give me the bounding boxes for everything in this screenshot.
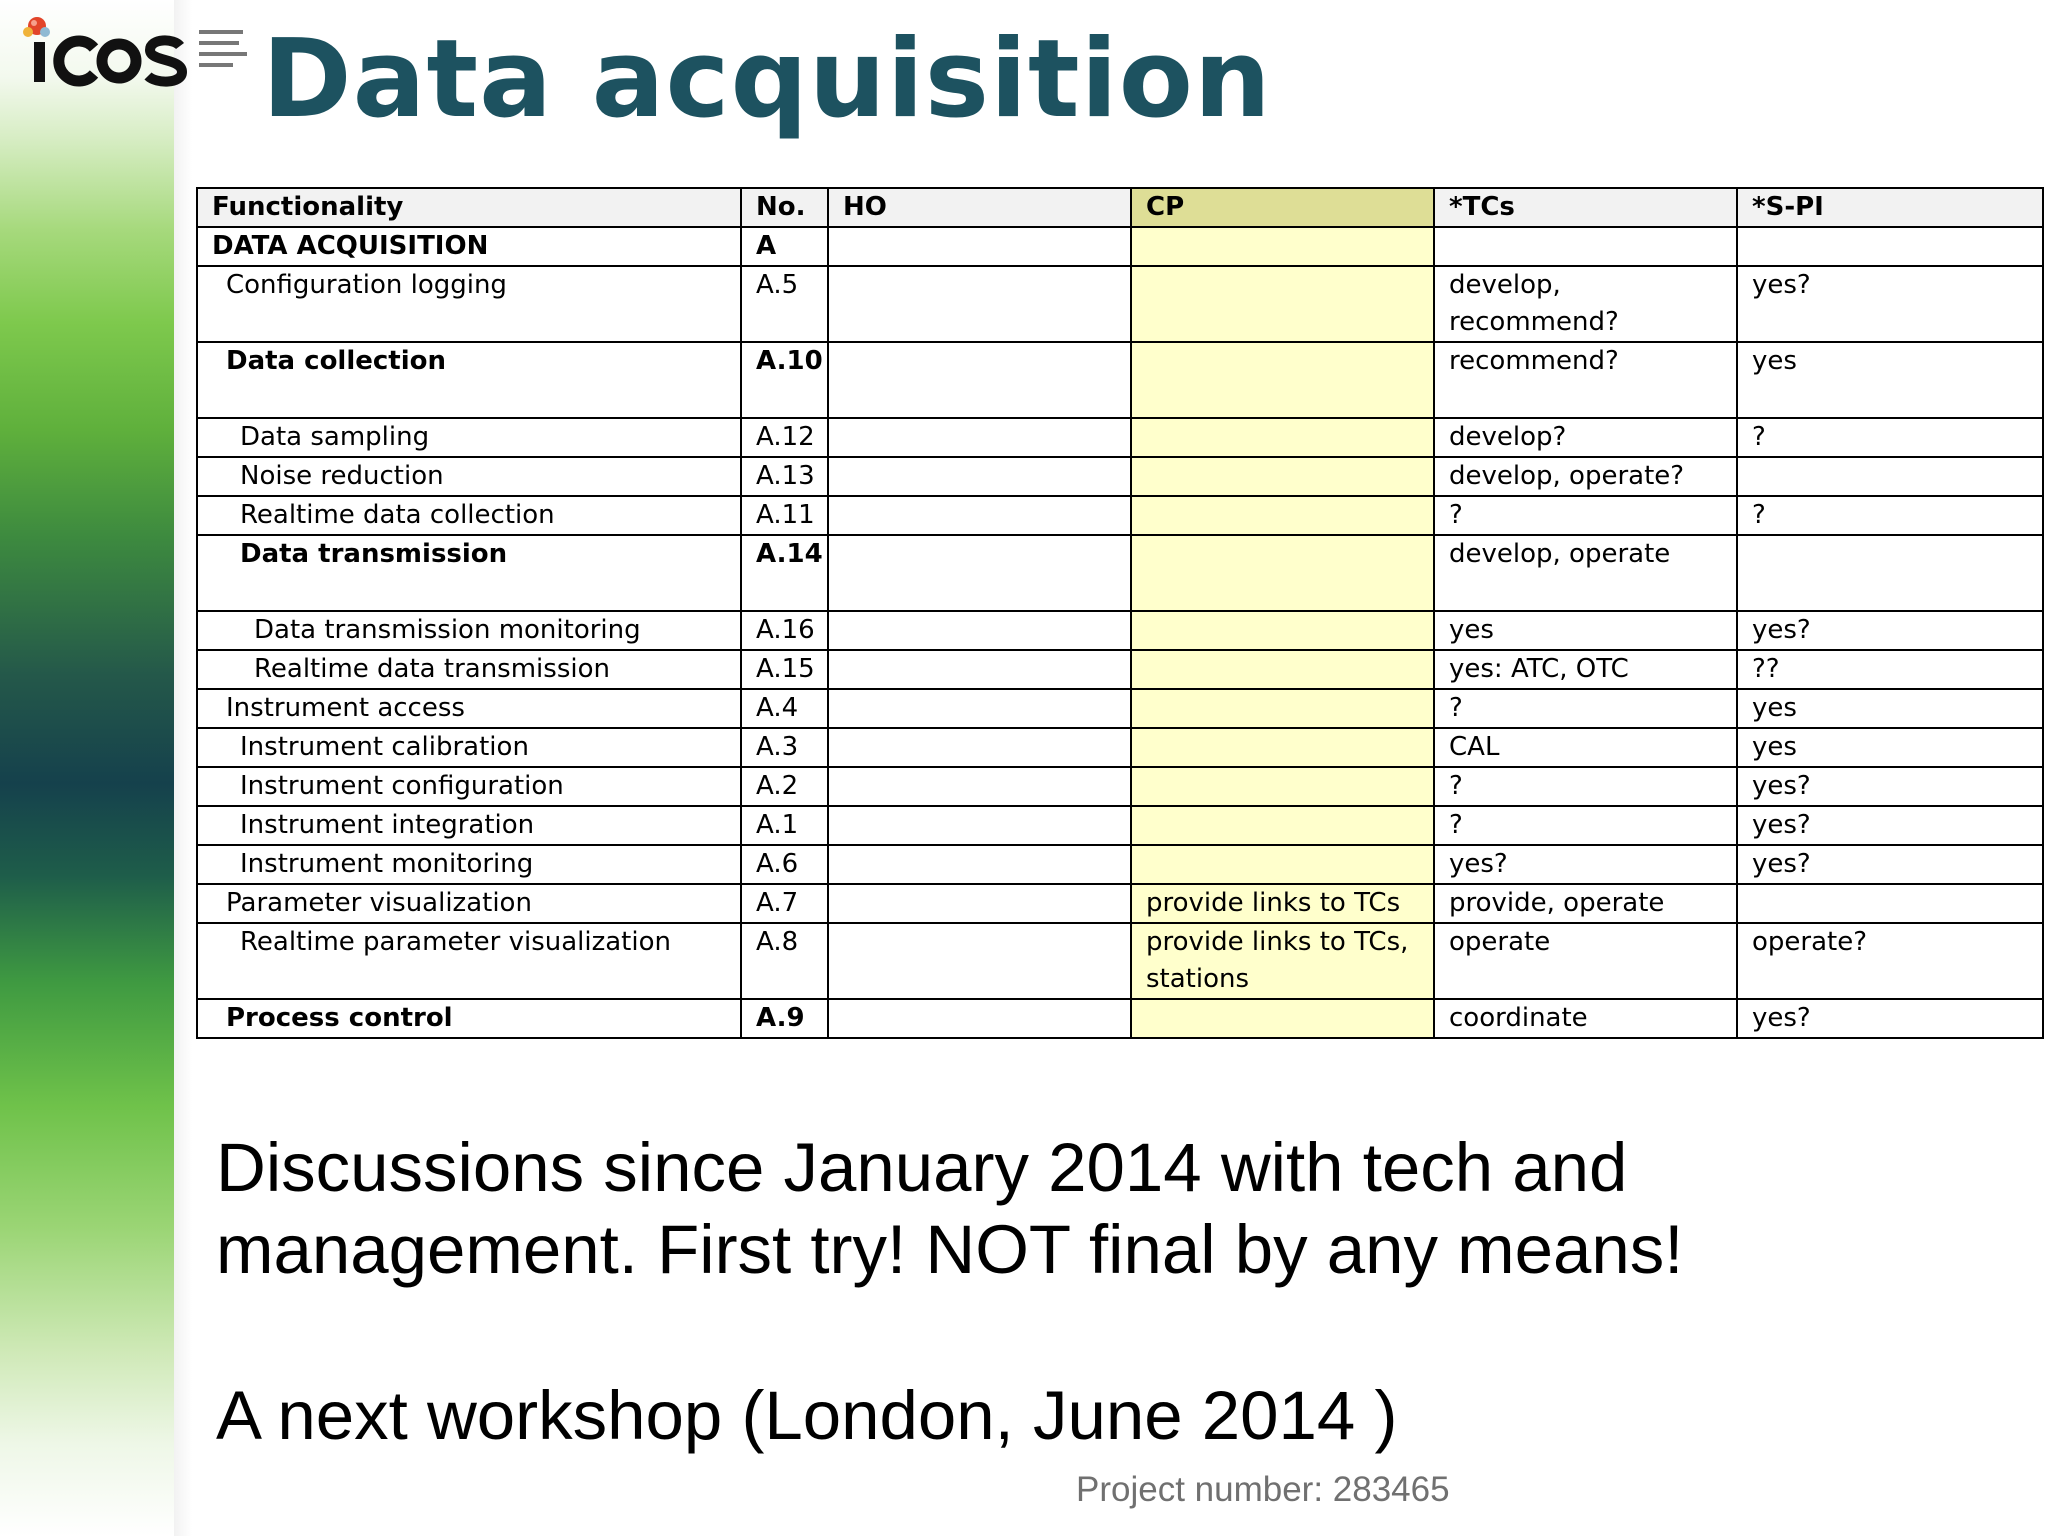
- cp-cell: [1131, 728, 1434, 767]
- spi-cell: yes?: [1737, 999, 2043, 1038]
- number-cell: A.11: [741, 496, 828, 535]
- number-cell: A.13: [741, 457, 828, 496]
- number-cell: A.6: [741, 845, 828, 884]
- responsibility-table: [196, 187, 2044, 1039]
- table-row: [197, 999, 2043, 1038]
- functionality-cell: Process control: [197, 999, 741, 1038]
- functionality-cell: Instrument integration: [197, 806, 741, 845]
- functionality-cell: Instrument configuration: [197, 767, 741, 806]
- ho-cell: [828, 457, 1131, 496]
- ho-cell: [828, 227, 1131, 266]
- spi-cell: yes?: [1737, 767, 2043, 806]
- ho-cell: [828, 418, 1131, 457]
- cp-cell: [1131, 457, 1434, 496]
- functionality-cell: Data transmission monitoring: [197, 611, 741, 650]
- spi-cell: [1737, 227, 2043, 266]
- cp-cell: [1131, 611, 1434, 650]
- cp-cell: provide links to TCs, stations: [1131, 923, 1434, 999]
- cp-cell: [1131, 689, 1434, 728]
- tcs-cell: coordinate: [1434, 999, 1737, 1038]
- table-row: [197, 728, 2043, 767]
- cp-cell: [1131, 342, 1434, 418]
- column-header: No.: [741, 188, 828, 227]
- table-row: [197, 418, 2043, 457]
- column-header-cp: CP: [1131, 188, 1434, 227]
- ho-cell: [828, 266, 1131, 342]
- functionality-cell: Parameter visualization: [197, 884, 741, 923]
- cp-cell: [1131, 650, 1434, 689]
- spi-cell: ?: [1737, 418, 2043, 457]
- column-header: *TCs: [1434, 188, 1737, 227]
- functionality-cell: Realtime parameter visualization: [197, 923, 741, 999]
- ho-cell: [828, 689, 1131, 728]
- spi-cell: yes: [1737, 689, 2043, 728]
- spi-cell: [1737, 457, 2043, 496]
- tcs-cell: provide, operate: [1434, 884, 1737, 923]
- ho-cell: [828, 999, 1131, 1038]
- ho-cell: [828, 342, 1131, 418]
- tcs-cell: develop, recommend?: [1434, 266, 1737, 342]
- table-header-row: [197, 188, 2043, 227]
- tcs-cell: ?: [1434, 689, 1737, 728]
- functionality-cell: Realtime data transmission: [197, 650, 741, 689]
- spi-cell: yes?: [1737, 806, 2043, 845]
- ho-cell: [828, 806, 1131, 845]
- tcs-cell: ?: [1434, 496, 1737, 535]
- number-cell: A.1: [741, 806, 828, 845]
- table-row: [197, 457, 2043, 496]
- tcs-cell: yes: [1434, 611, 1737, 650]
- functionality-cell: DATA ACQUISITION: [197, 227, 741, 266]
- cp-cell: [1131, 806, 1434, 845]
- spi-cell: yes: [1737, 728, 2043, 767]
- table-row: [197, 611, 2043, 650]
- cp-cell: provide links to TCs: [1131, 884, 1434, 923]
- column-header: Functionality: [197, 188, 741, 227]
- functionality-cell: Data sampling: [197, 418, 741, 457]
- ho-cell: [828, 845, 1131, 884]
- spi-cell: ?: [1737, 496, 2043, 535]
- ho-cell: [828, 767, 1131, 806]
- tcs-cell: [1434, 227, 1737, 266]
- note-line-3: A next workshop (London, June 2014 ): [216, 1377, 1398, 1454]
- sidebar-gradient: [0, 0, 174, 1536]
- number-cell: A.2: [741, 767, 828, 806]
- spi-cell: operate?: [1737, 923, 2043, 999]
- tcs-cell: operate: [1434, 923, 1737, 999]
- table-row: [197, 845, 2043, 884]
- tcs-cell: yes: ATC, OTC: [1434, 650, 1737, 689]
- functionality-cell: Configuration logging: [197, 266, 741, 342]
- icos-logo: [12, 8, 252, 88]
- functionality-cell: Noise reduction: [197, 457, 741, 496]
- table-row: [197, 535, 2043, 611]
- table-row: [197, 767, 2043, 806]
- cp-cell: [1131, 535, 1434, 611]
- ho-cell: [828, 611, 1131, 650]
- spi-cell: yes?: [1737, 266, 2043, 342]
- spi-cell: ??: [1737, 650, 2043, 689]
- number-cell: A.10: [741, 342, 828, 418]
- spi-cell: [1737, 884, 2043, 923]
- data-table: [196, 187, 2044, 1039]
- ho-cell: [828, 496, 1131, 535]
- cp-cell: [1131, 767, 1434, 806]
- tcs-cell: develop, operate?: [1434, 457, 1737, 496]
- ho-cell: [828, 923, 1131, 999]
- icos-logo-icon: [12, 8, 252, 88]
- tcs-cell: develop, operate: [1434, 535, 1737, 611]
- tcs-cell: yes?: [1434, 845, 1737, 884]
- cp-cell: [1131, 266, 1434, 342]
- number-cell: A.15: [741, 650, 828, 689]
- table-row: [197, 923, 2043, 999]
- note-line-2: management. First try! NOT final by any means!: [216, 1211, 1684, 1288]
- project-number: Project number: 283465: [1076, 1470, 1450, 1509]
- cp-cell: [1131, 227, 1434, 266]
- number-cell: A.3: [741, 728, 828, 767]
- functionality-cell: Instrument access: [197, 689, 741, 728]
- table-row: [197, 266, 2043, 342]
- number-cell: A.8: [741, 923, 828, 999]
- number-cell: A.4: [741, 689, 828, 728]
- tcs-cell: ?: [1434, 767, 1737, 806]
- table-row: [197, 342, 2043, 418]
- functionality-cell: Data transmission: [197, 535, 741, 611]
- number-cell: A.5: [741, 266, 828, 342]
- spi-cell: yes: [1737, 342, 2043, 418]
- number-cell: A: [741, 227, 828, 266]
- number-cell: A.7: [741, 884, 828, 923]
- number-cell: A.12: [741, 418, 828, 457]
- table-row: [197, 227, 2043, 266]
- tcs-cell: ?: [1434, 806, 1737, 845]
- number-cell: A.9: [741, 999, 828, 1038]
- table-row: [197, 884, 2043, 923]
- ho-cell: [828, 884, 1131, 923]
- tcs-cell: recommend?: [1434, 342, 1737, 418]
- column-header: *S-PI: [1737, 188, 2043, 227]
- number-cell: A.16: [741, 611, 828, 650]
- functionality-cell: Data collection: [197, 342, 741, 418]
- cp-cell: [1131, 999, 1434, 1038]
- spi-cell: [1737, 535, 2043, 611]
- cp-cell: [1131, 418, 1434, 457]
- functionality-cell: Instrument calibration: [197, 728, 741, 767]
- sidebar-shadow: [174, 0, 192, 1536]
- table-row: [197, 496, 2043, 535]
- table-row: [197, 689, 2043, 728]
- cp-cell: [1131, 845, 1434, 884]
- ho-cell: [828, 535, 1131, 611]
- note-line-1: Discussions since January 2014 with tech and: [216, 1129, 1628, 1206]
- column-header: HO: [828, 188, 1131, 227]
- cp-cell: [1131, 496, 1434, 535]
- tcs-cell: develop?: [1434, 418, 1737, 457]
- ho-cell: [828, 650, 1131, 689]
- ho-cell: [828, 728, 1131, 767]
- tcs-cell: CAL: [1434, 728, 1737, 767]
- page-title: Data acquisition: [262, 17, 1272, 142]
- functionality-cell: Realtime data collection: [197, 496, 741, 535]
- spi-cell: yes?: [1737, 611, 2043, 650]
- functionality-cell: Instrument monitoring: [197, 845, 741, 884]
- table-row: [197, 650, 2043, 689]
- number-cell: A.14: [741, 535, 828, 611]
- spi-cell: yes?: [1737, 845, 2043, 884]
- table-row: [197, 806, 2043, 845]
